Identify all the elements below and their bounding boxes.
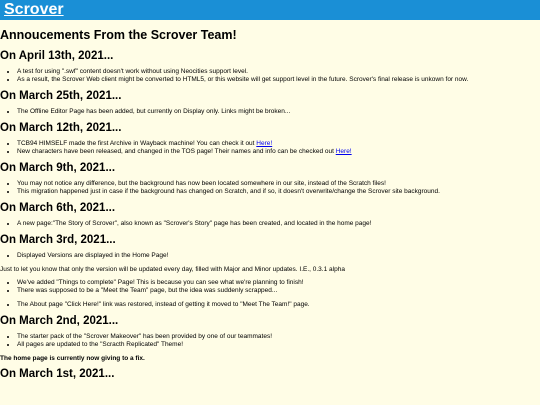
section-title: On March 1st, 2021... — [0, 368, 115, 380]
section-list — [0, 333, 540, 349]
section-title: On March 9th, 2021... — [0, 162, 116, 174]
section-list — [0, 140, 540, 156]
section-list — [0, 279, 540, 309]
list-item-text: New characters have been released, and changed in the TOS page! Their names and info can be checked out — [17, 148, 336, 155]
section-list — [0, 220, 540, 228]
list-item — [17, 140, 540, 148]
list-item: • The starter pack of the "Scrover Makeover" has been provided by one of our teammates! — [17, 333, 540, 341]
section-title: On March 3rd, 2021... — [0, 234, 116, 246]
version-note: Just to let you know that only the version will be updated every day, filled with Major and Minor updates. I.E., 0.3.1 alpha — [0, 266, 345, 273]
list-item: • There was supposed to be a "Meet the Team" page, but the idea was suddenly scrapped... — [17, 287, 540, 295]
list-item: • As a result, the Scrover Web client might be converted to HTML5, or this website will get support level in the future. Scrover's final release is unkown for now. — [17, 76, 540, 84]
section-list — [0, 252, 540, 260]
archive-link[interactable]: Here! — [256, 140, 273, 147]
section-list — [0, 108, 540, 116]
list-item: • We've added "Things to complete" Page! This is because you can see what we're planning to finish! — [17, 279, 540, 287]
list-item: • All pages are updated to the "Scracth Replicated" Theme! — [17, 341, 540, 349]
section-title: On March 25th, 2021... — [0, 90, 122, 102]
main-content — [0, 28, 540, 380]
page-title: Annoucements From the Scrover Team! — [0, 28, 237, 42]
top-bar — [0, 0, 540, 20]
list-item: • The Offline Editor Page has been added, but currently on Display only. Links might be broken... — [17, 108, 540, 116]
section-title: On April 13th, 2021... — [0, 50, 114, 62]
home-fix-note: The home page is currently now giving to a fix. — [0, 355, 145, 362]
list-item: • A new page:"The Story of Scrover", also known as "Scrover's Story" page has been created, and located in the home page! — [17, 220, 540, 228]
list-item: • A test for using ".swf" content doesn't work without using Neocities support level. — [17, 68, 540, 76]
list-item: • This migration happened just in case if the background has changed on Scratch, and if so, it doesn't overwrite/change the Scrover site background. — [17, 188, 540, 196]
section-list — [0, 180, 540, 196]
list-item — [17, 148, 540, 156]
section-title: On March 6th, 2021... — [0, 202, 116, 214]
list-item: • The About page "Click Here!" link was restored, instead of getting it moved to "Meet The Team!" page. — [17, 301, 540, 309]
brand-link[interactable]: Scrover — [4, 1, 64, 18]
list-item: • Displayed Versions are displayed in the Home Page! — [17, 252, 540, 260]
list-item: • You may not notice any difference, but the background has now been located somewhere in our site, instead of the Scratch files! — [17, 180, 540, 188]
section-list — [0, 68, 540, 84]
characters-link[interactable]: Here! — [335, 148, 352, 155]
section-title: On March 2nd, 2021... — [0, 315, 119, 327]
section-title: On March 12th, 2021... — [0, 122, 122, 134]
list-item-text: TCB94 HIMSELF made the first Archive in Wayback machine! You can check it out — [17, 140, 257, 147]
